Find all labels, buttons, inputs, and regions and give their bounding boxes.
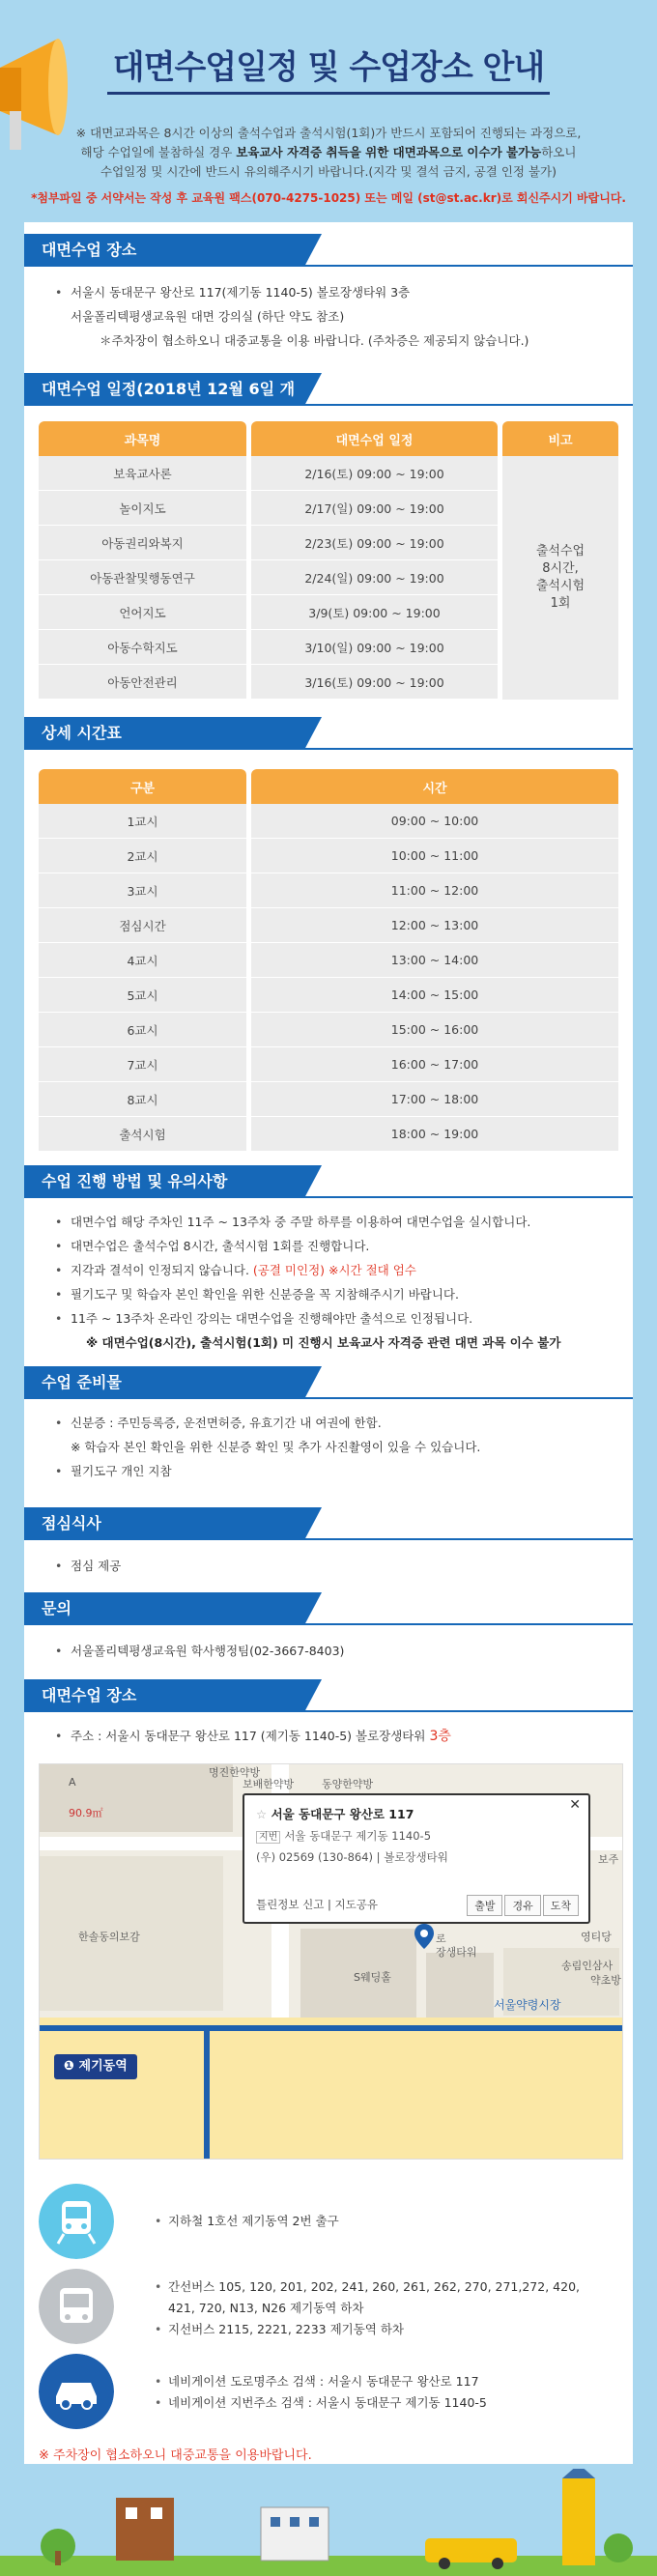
section-heading-lunch: 점심식사: [24, 1507, 304, 1540]
map-block: [40, 1764, 233, 1832]
table-row: [39, 1117, 618, 1152]
table-cell: 5교시: [39, 978, 246, 1013]
table-cell: 3/16(토) 09:00 ~ 19:00: [251, 665, 498, 700]
table-cell: 2/17(일) 09:00 ~ 19:00: [251, 491, 498, 526]
table-cell: 09:00 ~ 10:00: [251, 804, 618, 839]
bus-list: [155, 2276, 609, 2340]
divider: [24, 748, 633, 750]
table-row: [39, 1013, 618, 1047]
divider: [24, 265, 633, 267]
subway-icon: [39, 2184, 114, 2259]
list-item: ※ 학습자 본인 확인을 위한 신분증 확인 및 추가 사진촬영이 있을 수 있습니다.: [71, 1440, 481, 1454]
divider: [24, 1397, 633, 1399]
table-cell: 출석시험: [39, 1117, 246, 1152]
close-icon[interactable]: ✕: [569, 1797, 581, 1813]
table-row: [39, 804, 618, 839]
divider: [24, 404, 633, 406]
table-cell: 2교시: [39, 839, 246, 873]
map-block: [426, 1953, 494, 2020]
map-label: 장생타워: [436, 1946, 477, 1959]
schedule-table: [39, 421, 618, 700]
bus-icon: [39, 2269, 114, 2344]
route-end-button[interactable]: 도착: [543, 1895, 579, 1916]
list-item: • 간선버스 105, 120, 201, 202, 241, 260, 261, 262, 270, 271,272, 420, 421, 720, N13, N26 제기동역 하차: [155, 2276, 609, 2319]
star-icon[interactable]: ☆: [256, 1807, 271, 1821]
subway-line: [204, 2025, 210, 2160]
notice: [39, 124, 618, 182]
prep-list: [55, 1411, 606, 1483]
list-item: • 대면수업은 출석수업 8시간, 출석시험 1회를 진행합니다.: [55, 1234, 625, 1258]
list-item: • 신분증 : 주민등록증, 운전면허증, 유효기간 내 여권에 한함.: [55, 1411, 606, 1435]
address-list: [55, 1724, 606, 1749]
list-item: • 필기도구 및 학습자 본인 확인을 위한 신분증을 꼭 지참해주시기 바랍니다.: [55, 1282, 625, 1306]
map-label: 보주: [598, 1853, 619, 1866]
map-label: 보배한약방: [243, 1778, 295, 1790]
table-cell: 아동관찰및행동연구: [39, 560, 246, 595]
page-title: 대면수업일정 및 수업장소 안내: [107, 41, 550, 95]
address-text: 주소 : 서울시 동대문구 왕산로 117 (제기동 1140-5) 볼로장생타워: [71, 1729, 430, 1743]
table-cell: 10:00 ~ 11:00: [251, 839, 618, 873]
section-heading-method: 수업 진행 방법 및 유의사항: [24, 1165, 304, 1198]
table-cell: 17:00 ~ 18:00: [251, 1082, 618, 1117]
table-cell: 아동안전관리: [39, 665, 246, 700]
section-heading-timetable: 상세 시간표: [24, 717, 304, 750]
transport-car: [39, 2354, 618, 2441]
header: [0, 0, 657, 208]
table-cell: 3/9(토) 09:00 ~ 19:00: [251, 595, 498, 630]
timetable-table: [39, 769, 618, 1152]
section-heading-place2: 대면수업 장소: [24, 1679, 304, 1712]
map-label: A: [69, 1776, 76, 1789]
table-cell: 2/16(토) 09:00 ~ 19:00: [251, 456, 498, 491]
map-label: S웨딩홀: [354, 1971, 391, 1984]
note-line: 출석시험: [535, 579, 586, 593]
table-cell: 보육교사론: [39, 456, 246, 491]
table-cell: 13:00 ~ 14:00: [251, 943, 618, 978]
building-name: 볼로장생타워: [384, 1850, 448, 1864]
popup-jibun: [256, 1828, 577, 1844]
table-cell: 점심시간: [39, 908, 246, 943]
list-item: • 서울폴리텍평생교육원 학사행정팀(02-3667-8403): [55, 1639, 606, 1663]
lunch-list: [55, 1554, 606, 1578]
map-info-popup: [243, 1793, 590, 1924]
car-icon: [39, 2354, 114, 2429]
route-start-button[interactable]: 출발: [467, 1895, 502, 1916]
note-line: 출석수업: [535, 544, 586, 558]
divider: [24, 1623, 633, 1625]
table-header-row: [39, 421, 618, 456]
location-map[interactable]: [39, 1763, 623, 2160]
table-cell: 6교시: [39, 1013, 246, 1047]
list-text: 지각과 결석이 인정되지 않습니다.: [71, 1263, 253, 1277]
section-heading-contact: 문의: [24, 1592, 304, 1625]
popup-address: [256, 1805, 577, 1822]
notice-text: 하오니: [541, 145, 577, 159]
table-cell: 아동권리와복지: [39, 526, 246, 560]
popup-jibun-text: 서울 동대문구 제기동 1140-5: [284, 1829, 432, 1843]
list-item: • 지하철 1호선 제기동역 2번 출구: [155, 2211, 609, 2232]
table-row: [39, 1047, 618, 1082]
table-cell: 1교시: [39, 804, 246, 839]
route-buttons: [465, 1895, 579, 1916]
table-cell: 14:00 ~ 15:00: [251, 978, 618, 1013]
map-label: 영티당: [581, 1931, 612, 1943]
list-item: • 점심 제공: [55, 1554, 606, 1578]
table-cell: 16:00 ~ 17:00: [251, 1047, 618, 1082]
section-heading-schedule: 대면수업 일정(2018년 12월 6일 개: [24, 373, 304, 406]
table-cell: 아동수학지도: [39, 630, 246, 665]
table-cell: 놀이지도: [39, 491, 246, 526]
list-item: • 지선버스 2115, 2221, 2233 제기동역 하차: [155, 2319, 609, 2340]
table-header-row: [39, 769, 618, 804]
list-item: [55, 1258, 625, 1282]
warning-text: *첨부파일 중 서약서는 작성 후 교육원 팩스(070-4275-1025) 또는 메일 (st@st.ac.kr)로 회신주시기 바랍니다.: [31, 191, 626, 205]
table-row: [39, 908, 618, 943]
table-cell: 3교시: [39, 873, 246, 908]
town-illustration: [0, 2469, 657, 2576]
notice-line: [39, 143, 618, 162]
table-row: [39, 873, 618, 908]
map-label: 명진한약방: [209, 1766, 261, 1779]
table-cell: 2/23(토) 09:00 ~ 19:00: [251, 526, 498, 560]
map-label: 송림인삼사: [561, 1960, 614, 1972]
notice-line: 수업일정 및 시간에 반드시 유의해주시기 바랍니다.(지각 및 결석 금지, 공결 인정 불가): [100, 164, 557, 179]
car-list: [155, 2371, 609, 2414]
section-heading-prep: 수업 준비물: [24, 1366, 304, 1399]
jibun-tag: 지번: [256, 1831, 280, 1844]
list-item: • 필기도구 개인 지참: [55, 1459, 606, 1483]
schedule-note-cell: [502, 456, 618, 700]
section-heading-place: 대면수업 장소: [24, 234, 304, 267]
note-line: 8시간,: [542, 561, 579, 576]
table-cell: 3/10(일) 09:00 ~ 19:00: [251, 630, 498, 665]
subway-line: [40, 2025, 623, 2031]
footer-note: ※ 주차장이 협소하오니 대중교통을 이용바랍니다.: [39, 2448, 312, 2463]
address-floor: 3층: [429, 1729, 451, 1744]
subway-list: [155, 2211, 609, 2232]
divider: [24, 1196, 633, 1198]
table-header: 대면수업 일정: [251, 421, 498, 456]
table-header: 구분: [39, 769, 246, 804]
table-cell: 2/24(일) 09:00 ~ 19:00: [251, 560, 498, 595]
list-item: • 네비게이션 도로명주소 검색 : 서울시 동대문구 왕산로 117: [155, 2371, 609, 2392]
table-cell: 15:00 ~ 16:00: [251, 1013, 618, 1047]
list-highlight: (공결 미인정) ※시간 절대 엄수: [252, 1263, 416, 1277]
content-card: [24, 222, 633, 2464]
table-cell: 4교시: [39, 943, 246, 978]
map-main-road: [40, 2018, 623, 2160]
table-row: [39, 943, 618, 978]
divider: [24, 1538, 633, 1540]
popup-title: 서울 동대문구 왕산로 117: [271, 1807, 414, 1821]
transport-subway: [39, 2184, 618, 2271]
transport-bus: [39, 2269, 618, 2356]
note-line: 1회: [550, 596, 571, 611]
map-label: 동양한약방: [322, 1778, 374, 1790]
table-row: [39, 839, 618, 873]
map-label: 약초방: [590, 1974, 621, 1987]
table-cell: 18:00 ~ 19:00: [251, 1117, 618, 1152]
station-label: ❶ 제기동역: [54, 2054, 137, 2079]
map-label: 한솔동의보감: [78, 1931, 140, 1943]
map-label: 90.9㎡: [69, 1807, 103, 1819]
table-header: 비고: [502, 421, 618, 456]
notice-line: ※ 대면교과목은 8시간 이상의 출석수업과 출석시험(1회)가 반드시 포함되어 진행되는 과정으로,: [75, 126, 582, 140]
table-cell: 7교시: [39, 1047, 246, 1082]
list-item: [55, 1724, 606, 1749]
list-item: 서울폴리텍평생교육원 대면 강의실 (하단 약도 참조): [71, 309, 345, 324]
location-pin-icon: [414, 1924, 434, 1949]
method-list: [55, 1210, 625, 1355]
table-cell: 언어지도: [39, 595, 246, 630]
map-label: 로: [436, 1932, 446, 1945]
list-item: • 네비게이션 지번주소 검색 : 서울시 동대문구 제기동 1140-5: [155, 2392, 609, 2414]
table-row: [39, 978, 618, 1013]
list-item: • 대면수업 해당 주차인 11주 ~ 13주차 중 주말 하루를 이용하여 대면수업을 실시합니다.: [55, 1210, 625, 1234]
map-label: 서울약령시장: [494, 1998, 561, 2012]
list-item: • 11주 ~ 13주차 온라인 강의는 대면수업을 진행해야만 출석으로 인정됩니다.: [55, 1306, 625, 1331]
postal-code: (우) 02569 (130-864): [256, 1850, 373, 1864]
route-via-button[interactable]: 경유: [504, 1895, 540, 1916]
table-cell: 11:00 ~ 12:00: [251, 873, 618, 908]
table-header: 시간: [251, 769, 618, 804]
table-header: 과목명: [39, 421, 246, 456]
divider: [24, 1710, 633, 1712]
notice-text: 해당 수업일에 불참하실 경우: [80, 145, 237, 159]
place-list: [55, 280, 606, 353]
list-item: • 서울시 동대문구 왕산로 117(제기동 1140-5) 볼로장생타워 3층: [55, 280, 606, 304]
contact-list: [55, 1639, 606, 1663]
list-item: ＊주차장이 협소하오니 대중교통을 이용 바랍니다. (주차증은 제공되지 않습니다.): [100, 333, 529, 348]
popup-actions[interactable]: 틀린정보 신고 | 지도공유: [256, 1898, 378, 1911]
notice-highlight: 보육교사 자격증 취득을 위한 대면과목으로 이수가 불가능: [236, 145, 542, 159]
table-cell: 12:00 ~ 13:00: [251, 908, 618, 943]
table-cell: 8교시: [39, 1082, 246, 1117]
list-item: ※ 대면수업(8시간), 출석시험(1회) 미 진행시 보육교사 자격증 관련 대면 과목 이수 불가: [86, 1335, 561, 1350]
table-row: [39, 1082, 618, 1117]
popup-postal: (우) 02569 (130-864) | 볼로장생타워: [256, 1850, 448, 1864]
